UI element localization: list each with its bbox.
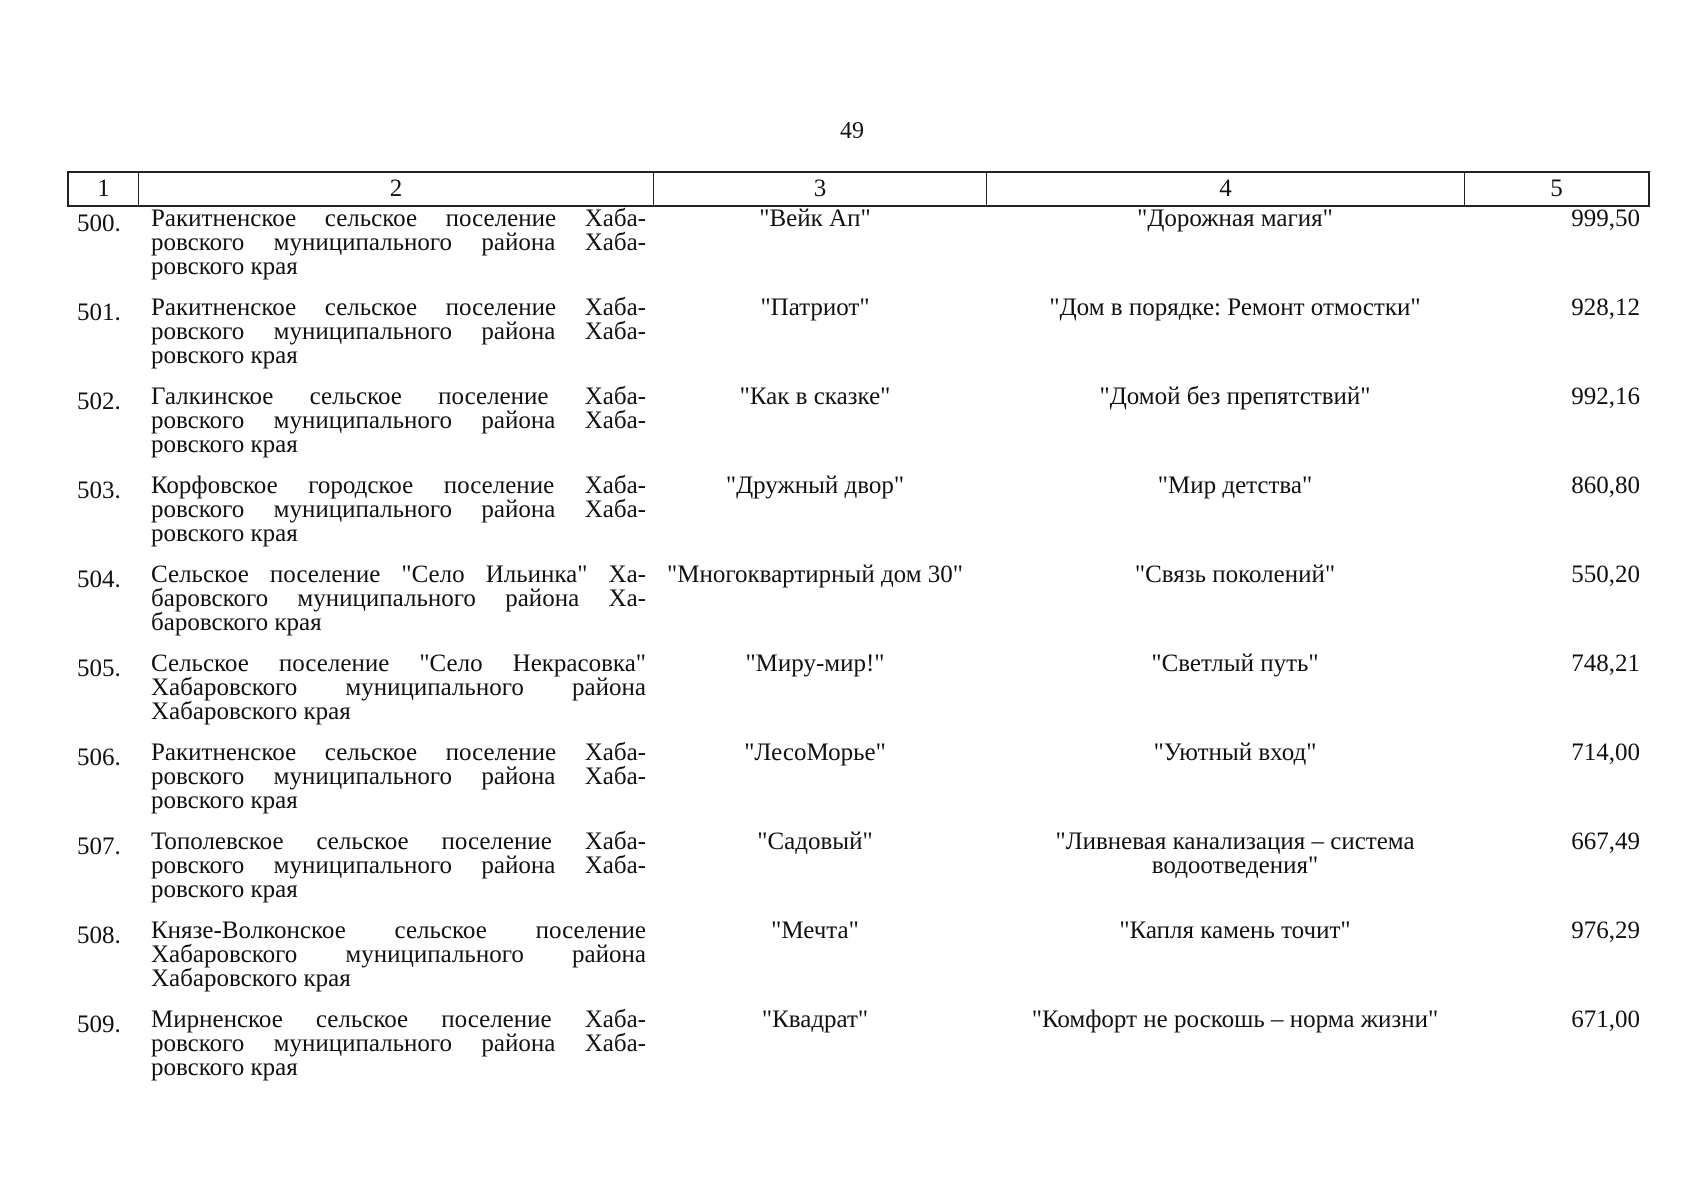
municipality-name [151, 830, 646, 902]
table-row [67, 652, 1650, 741]
header-col-1: 1 [69, 173, 139, 205]
municipality-name-line: баровского муниципального района Ха- [151, 585, 646, 612]
project-title: "Светлый путь" [1151, 650, 1319, 677]
initiative-group: "Садовый" [757, 828, 873, 855]
municipality-name-line: Тополевское сельское поселение Хаба- [151, 828, 646, 855]
row-number: 504. [77, 566, 121, 593]
municipality-name-line: ровского муниципального района Хаба- [151, 496, 646, 523]
municipality-name-line: ровского муниципального района Хаба- [151, 229, 646, 256]
municipality-name-line: Сельское поселение "Село Ильинка" Ха- [151, 561, 646, 588]
header-col-5: 5 [1550, 175, 1563, 202]
table-row [67, 385, 1650, 474]
header-col-3: 3 [654, 173, 987, 205]
municipality-name [151, 563, 646, 635]
municipality-name-line: ровского края [151, 520, 298, 547]
municipality-name [151, 741, 646, 813]
header-col-2: 2 [139, 173, 654, 205]
page-number: 49 [840, 118, 864, 144]
municipality-name [151, 296, 646, 368]
municipality-name-line: Ракитненское сельское поселение Хаба- [151, 739, 646, 766]
municipality-name-line: ровского края [151, 342, 298, 369]
municipality-name-line: ровского края [151, 253, 298, 280]
project-title: "Связь поколений" [1134, 561, 1336, 588]
row-number: 506. [77, 744, 121, 771]
project-title: "Уютный вход" [1153, 739, 1317, 766]
table-body [67, 207, 1650, 1097]
amount: 860,80 [1571, 472, 1640, 499]
table-row [67, 207, 1650, 296]
municipality-name [151, 1008, 646, 1080]
municipality-name [151, 207, 646, 279]
municipality-name-line: Хабаровского муниципального района [151, 674, 646, 701]
municipality-name [151, 474, 646, 546]
amount: 976,29 [1571, 917, 1640, 944]
table-row [67, 741, 1650, 830]
project-title: "Мир детства" [1157, 472, 1313, 499]
amount: 550,20 [1571, 561, 1640, 588]
table-row [67, 474, 1650, 563]
amount: 671,00 [1571, 1006, 1640, 1033]
initiative-group: "Мечта" [771, 917, 859, 944]
municipality-name-line: ровского муниципального района Хаба- [151, 407, 646, 434]
municipality-name-line: Галкинское сельское поселение Хаба- [151, 383, 646, 410]
municipality-name-line: ровского края [151, 1054, 298, 1081]
municipality-name-line: Хабаровского края [151, 965, 351, 992]
header-col-4: 4 [987, 173, 1465, 205]
amount: 992,16 [1571, 383, 1640, 410]
table-header [67, 171, 1650, 207]
municipality-name-line: Князе-Волконское сельское поселение [151, 917, 646, 944]
municipality-name-line: баровского края [151, 609, 322, 636]
initiative-group: "Миру-мир!" [745, 650, 885, 677]
amount: 667,49 [1571, 828, 1640, 855]
row-number: 505. [77, 655, 121, 682]
table-row [67, 1008, 1650, 1097]
municipality-name-line: Корфовское городское поселение Хаба- [151, 472, 646, 499]
municipality-name-line: ровского края [151, 876, 298, 903]
municipality-name [151, 385, 646, 457]
initiative-group: "Многоквартирный дом 30" [667, 561, 963, 588]
municipality-name [151, 919, 646, 991]
table-row [67, 563, 1650, 652]
municipality-name-line: ровского муниципального района Хаба- [151, 1030, 646, 1057]
row-number: 508. [77, 922, 121, 949]
table-row [67, 830, 1650, 919]
row-number: 509. [77, 1011, 121, 1038]
project-title: "Дорожная магия" [1137, 205, 1333, 232]
municipality-name-line: Хабаровского муниципального района [151, 941, 646, 968]
row-number: 503. [77, 477, 121, 504]
amount: 928,12 [1571, 294, 1640, 321]
municipality-name-line: ровского края [151, 431, 298, 458]
table-row [67, 296, 1650, 385]
initiative-group: "Патриот" [760, 294, 870, 321]
initiative-group: "Как в сказке" [739, 383, 891, 410]
row-number: 500. [77, 210, 121, 237]
project-title: "Комфорт не роскошь – норма жизни" [1031, 1006, 1439, 1033]
municipality-name-line: Ракитненское сельское поселение Хаба- [151, 294, 646, 321]
initiative-group: "ЛесоМорье" [744, 739, 886, 766]
initiative-group: "Дружный двор" [725, 472, 905, 499]
municipality-name-line: Хабаровского края [151, 698, 351, 725]
project-title: "Капля камень точит" [1119, 917, 1351, 944]
amount: 999,50 [1571, 205, 1640, 232]
initiative-group: "Вейк Ап" [759, 205, 871, 232]
municipality-name-line: ровского муниципального района Хаба- [151, 852, 646, 879]
municipality-name-line: ровского края [151, 787, 298, 814]
project-title: "Дом в порядке: Ремонт отмостки" [1049, 294, 1421, 321]
initiative-group: "Квадрат" [761, 1006, 869, 1033]
municipality-name-line: Мирненское сельское поселение Хаба- [151, 1006, 646, 1033]
municipality-name-line: Сельское поселение "Село Некрасовка" [151, 650, 646, 677]
municipality-name [151, 652, 646, 724]
row-number: 502. [77, 388, 121, 415]
amount: 714,00 [1571, 739, 1640, 766]
row-number: 507. [77, 833, 121, 860]
row-number: 501. [77, 299, 121, 326]
municipality-name-line: Ракитненское сельское поселение Хаба- [151, 205, 646, 232]
municipality-name-line: ровского муниципального района Хаба- [151, 763, 646, 790]
project-title: "Ливневая канализация – система водоотведения" [1055, 828, 1415, 879]
table-row [67, 919, 1650, 1008]
municipality-name-line: ровского муниципального района Хаба- [151, 318, 646, 345]
project-title: "Домой без препятствий" [1099, 383, 1371, 410]
amount: 748,21 [1571, 650, 1640, 677]
